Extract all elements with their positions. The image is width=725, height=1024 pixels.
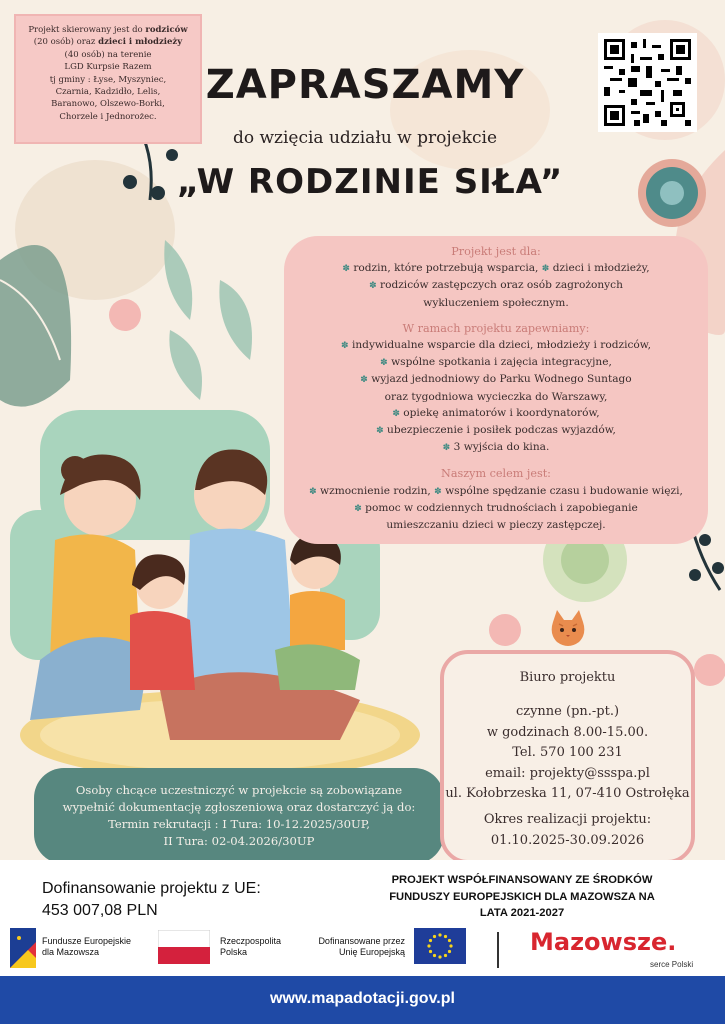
cofunding-line: FUNDUSZY EUROPEJSKICH DLA MAZOWSZA NA <box>389 890 655 903</box>
flower-bullet-icon: ✽ <box>376 426 384 437</box>
realization-period-label: Okres realizacji projektu: <box>483 812 652 828</box>
info-text: rodzin, które potrzebują wsparcia, <box>353 262 539 275</box>
recruitment-text: wypełnić dokumentację zgłoszeniową oraz dostarczyć ją do: <box>62 800 416 814</box>
eu-label: Dofinansowane przez <box>318 936 405 946</box>
note-text: LGD Kurpsie Razem <box>64 62 152 73</box>
flower-bullet-icon: ✽ <box>442 443 451 454</box>
cofunding-line: PROJEKT WSPÓŁFINANSOWANY ZE ŚRODKÓW <box>391 874 653 886</box>
info-line <box>294 354 698 371</box>
footer <box>0 860 725 1024</box>
info-line <box>294 277 698 294</box>
note-text: Chorzele i Jednorożec. <box>59 111 157 122</box>
info-line <box>294 439 698 456</box>
info-line: umieszczaniu dzieci w pieczy zastępczej. <box>386 519 606 532</box>
info-text: rodziców zastępczych oraz osób zagrożonych <box>380 279 623 292</box>
info-text: opiekę animatorów i koordynatorów, <box>403 406 600 419</box>
fe-label: dla Mazowsza <box>42 947 100 957</box>
fe-label: Fundusze Europejskie <box>42 936 132 946</box>
eu-flag-icon <box>414 928 466 964</box>
info-heading: Naszym celem jest: <box>441 467 551 481</box>
info-line <box>294 483 698 500</box>
flower-bullet-icon: ✽ <box>342 264 350 275</box>
note-text-bold: rodziców <box>145 25 188 35</box>
project-info-box <box>284 236 708 544</box>
cofunding-line: LATA 2021-2027 <box>479 907 565 919</box>
recruitment-term: Termin rekrutacji : I Tura: 10-12.2025/30UP, <box>108 817 370 831</box>
info-text: wzmocnienie rodzin, <box>320 484 431 497</box>
note-text: (40 osób) na terenie <box>64 49 152 60</box>
office-hours: w godzinach 8.00-15.00. <box>486 724 649 740</box>
cofunding-statement <box>372 872 672 922</box>
logo-strip <box>0 920 725 980</box>
flower-bullet-icon: ✽ <box>341 341 349 352</box>
rp-label: Rzeczpospolita <box>220 936 282 946</box>
recruitment-box <box>34 768 444 860</box>
note-text: Czarnia, Kadzidło, Lelis, <box>55 87 161 98</box>
flower-bullet-icon: ✽ <box>369 281 377 292</box>
office-heading: Biuro projektu <box>519 670 616 685</box>
page-title: ZAPRASZAMY <box>205 62 525 108</box>
info-text: wspólne spotkania i zajęcia integracyjne, <box>391 356 612 369</box>
info-heading: Projekt jest dla: <box>451 245 541 258</box>
logo-divider <box>497 932 499 968</box>
fundusze-europejskie-logo <box>10 926 140 970</box>
note-text: (20 osób) oraz <box>33 37 96 48</box>
note-text: Baranowo, Olszewo-Borki, <box>51 99 165 110</box>
eu-cofunding-amount: 453 007,08 PLN <box>42 902 158 919</box>
info-line: wykluczeniem społecznym. <box>423 296 569 309</box>
flower-bullet-icon: ✽ <box>309 486 317 497</box>
note-text: tj gminy : Łyse, Myszyniec, <box>49 74 167 85</box>
flower-bullet-icon: ✽ <box>434 486 442 497</box>
cat-icon <box>545 608 591 654</box>
info-line <box>294 500 698 517</box>
project-office-box <box>440 650 695 864</box>
rzeczpospolita-logo <box>158 926 298 970</box>
info-heading: W ramach projektu zapewniamy: <box>402 321 590 335</box>
info-text: wyjazd jednodniowy do Parku Wodnego Suntago <box>371 373 632 386</box>
eu-cofunding-label: Dofinansowanie projektu z UE: <box>42 880 261 897</box>
realization-period: 01.10.2025-30.09.2026 <box>490 832 645 848</box>
recruitment-term: II Tura: 02-04.2026/30UP <box>163 834 315 848</box>
rp-label: Polska <box>220 947 248 957</box>
info-line <box>294 422 698 439</box>
recruitment-text: Osoby chcące uczestniczyć w projekcie są zobowiązane <box>75 783 403 797</box>
website-link[interactable]: www.mapadotacji.gov.pl <box>0 976 725 1024</box>
info-text: ubezpieczenie i posiłek podczas wyjazdów, <box>387 424 616 437</box>
mazowsze-wordmark: Mazowsze. <box>530 928 677 956</box>
info-line <box>294 371 698 388</box>
eu-logo <box>310 928 470 972</box>
flower-bullet-icon: ✽ <box>380 358 388 369</box>
eu-label: Unię Europejską <box>338 947 405 957</box>
info-line <box>294 337 698 354</box>
mazowsze-logo <box>530 926 720 976</box>
mazowsze-tagline: serce Polski <box>650 960 694 969</box>
note-text: Projekt skierowany jest do <box>28 25 143 35</box>
page-subtitle: do wzięcia udziału w projekcie <box>232 128 498 148</box>
office-hours: czynne (pn.-pt.) <box>515 704 620 720</box>
flower-bullet-icon: ✽ <box>360 375 368 386</box>
flower-bullet-icon: ✽ <box>541 264 550 275</box>
office-email[interactable]: email: projekty@ssspa.pl <box>485 765 650 781</box>
flower-bullet-icon: ✽ <box>354 503 362 514</box>
info-text: indywidualne wsparcie dla dzieci, młodzieży i rodziców, <box>351 339 651 352</box>
qr-code-image <box>604 39 691 126</box>
eu-cofunding <box>42 878 261 922</box>
info-text: wspólne spędzanie czasu i budowanie więzi, <box>445 484 683 497</box>
office-address: ul. Kołobrzeska 11, 07-410 Ostrołęka <box>445 786 690 802</box>
info-text: dzieci i młodzieży, <box>552 262 650 275</box>
fe-flag-icon <box>10 928 36 968</box>
flower-bullet-icon: ✽ <box>392 408 400 419</box>
info-line <box>294 405 698 422</box>
polish-flag-icon <box>158 930 210 964</box>
info-line: oraz tygodniowa wycieczka do Warszawy, <box>384 390 608 403</box>
project-name: „W RODZINIE SIŁA” <box>176 162 564 202</box>
info-text: pomoc w codziennych trudnościach i zapobieganie <box>365 501 638 514</box>
target-group-note <box>14 14 202 144</box>
info-line <box>294 260 698 277</box>
info-text: 3 wyjścia do kina. <box>453 441 550 454</box>
office-phone[interactable]: Tel. 570 100 231 <box>512 745 623 761</box>
note-text-bold: dzieci i młodzieży <box>98 37 183 48</box>
qr-code[interactable] <box>598 33 697 132</box>
